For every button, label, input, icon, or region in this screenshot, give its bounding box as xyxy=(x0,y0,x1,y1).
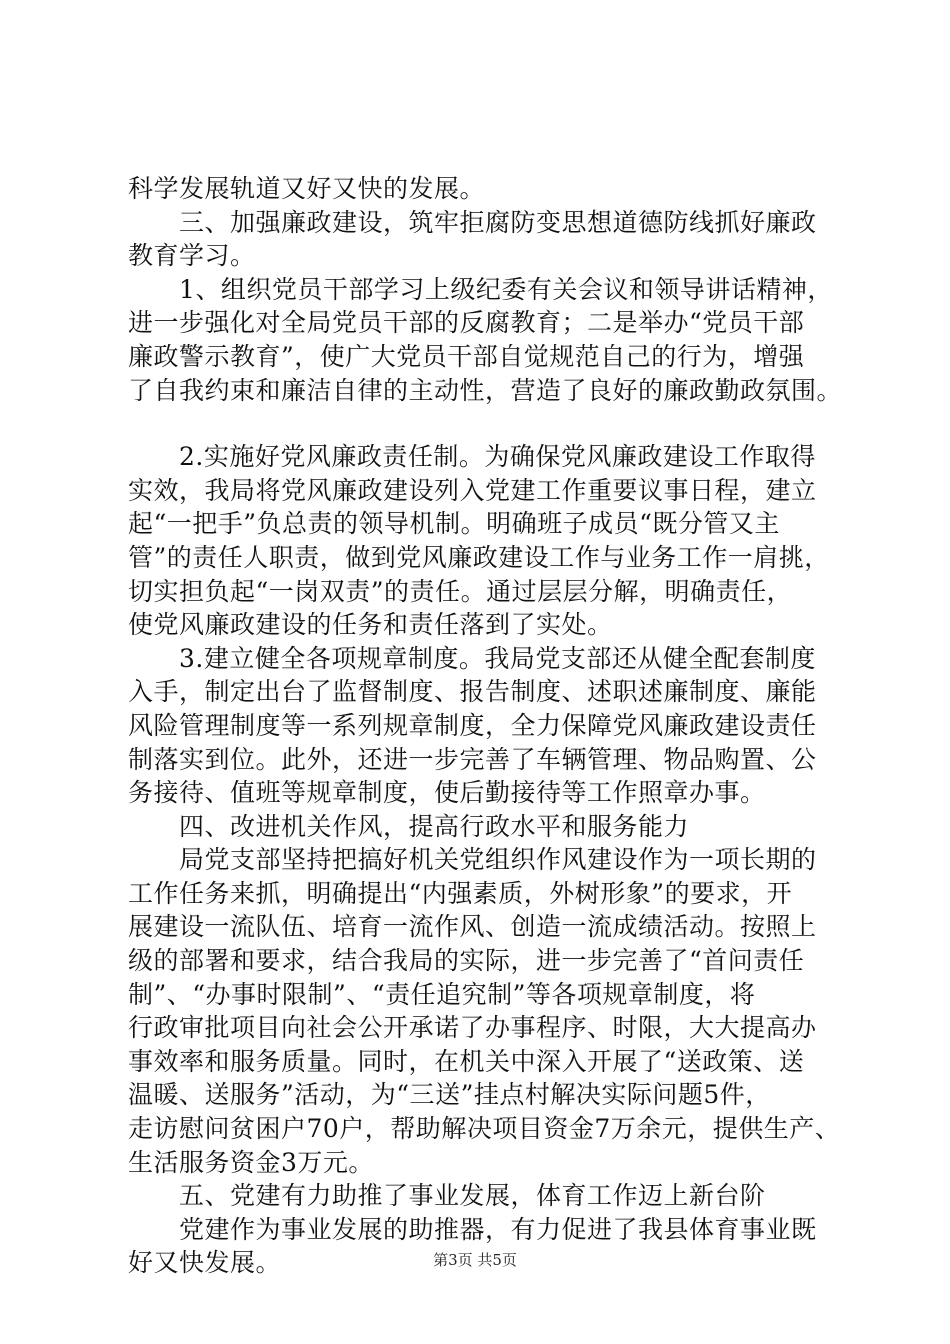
text-line: 局党支部坚持把搞好机关党组织作风建设作为一项长期的 xyxy=(128,845,817,875)
text-line: 3.建立健全各项规章制度。我局党支部还从健全配套制度 xyxy=(128,643,816,673)
text-line: 廉政警示教育”，使广大党员干部自觉规范自己的行为，增强 xyxy=(128,341,805,371)
text-line: 1、组织党员干部学习上级纪委有关会议和领导讲话精神， xyxy=(128,274,833,304)
text-line: 入手，制定出台了监督制度、报告制度、述职述廉制度、廉能 xyxy=(128,677,817,707)
text-line: 温暖、送服务”活动，为“三送”挂点村解决实际问题5件， xyxy=(128,1080,771,1110)
text-line: 级的部署和要求，结合我局的实际，进一步完善了“首问责任 xyxy=(128,946,805,976)
text-line: 生活服务资金3万元。 xyxy=(128,1147,374,1177)
text-line: 务接待、值班等规章制度，使后勤接待等工作照章办事。 xyxy=(128,778,766,808)
text-line: 党建作为事业发展的助推器，有力促进了我县体育事业既 xyxy=(128,1214,817,1244)
text-line: 展建设一流队伍、培育一流作风、创造一流成绩活动。按照上 xyxy=(128,912,817,942)
text-line: 事效率和服务质量。同时，在机关中深入开展了“送政策、送 xyxy=(128,1046,805,1076)
text-line: 工作任务来抓，明确提出“内强素质，外树形象”的要求，开 xyxy=(128,878,793,908)
text-line: 教育学习。 xyxy=(128,241,256,271)
text-line: 2.实施好党风廉政责任制。为确保党风廉政建设工作取得 xyxy=(128,442,816,472)
text-line: 切实担负起“一岗双责”的责任。通过层层分解，明确责任， xyxy=(128,576,793,606)
text-line: 走访慰问贫困户70户，帮助解决项目资金7万余元，提供生产、 xyxy=(128,1114,841,1144)
text-line: 起“一把手”负总责的领导机制。明确班子成员“既分管又主 xyxy=(128,509,780,539)
text-line: 使党风廉政建设的任务和责任落到了实处。 xyxy=(128,610,613,640)
page-number: 第3页 共5页 xyxy=(433,1251,517,1269)
text-line: 实效，我局将党风廉政建设列入党建工作重要议事日程，建立 xyxy=(128,475,817,505)
text-line: 好又快发展。 xyxy=(128,1248,282,1278)
text-line: 三、加强廉政建设，筑牢拒腐防变思想道德防线抓好廉政 xyxy=(128,207,817,237)
text-line: 制”、“办事时限制”、“责任追究制”等各项规章制度，将 xyxy=(128,979,756,1009)
text-line: 了自我约束和廉洁自律的主动性，营造了良好的廉政勤政氛围。 xyxy=(128,375,843,405)
text-line: 管”的责任人职责，做到党风廉政建设工作与业务工作一肩挑， xyxy=(128,542,830,572)
text-line: 四、改进机关作风，提高行政水平和服务能力 xyxy=(128,811,690,841)
paragraph-gap xyxy=(128,407,858,440)
text-line: 制落实到位。此外，还进一步完善了车辆管理、物品购置、公 xyxy=(128,744,817,774)
document-body xyxy=(128,172,858,1280)
text-line: 风险管理制度等一系列规章制度，全力保障党风廉政建设责任 xyxy=(128,710,817,740)
text-line: 进一步强化对全局党员干部的反腐教育；二是举办“党员干部 xyxy=(128,308,805,338)
text-line: 科学发展轨道又好又快的发展。 xyxy=(128,174,486,203)
text-line: 行政审批项目向社会公开承诺了办事程序、时限，大大提高办 xyxy=(128,1013,817,1043)
text-line: 五、党建有力助推了事业发展，体育工作迈上新台阶 xyxy=(128,1181,766,1211)
